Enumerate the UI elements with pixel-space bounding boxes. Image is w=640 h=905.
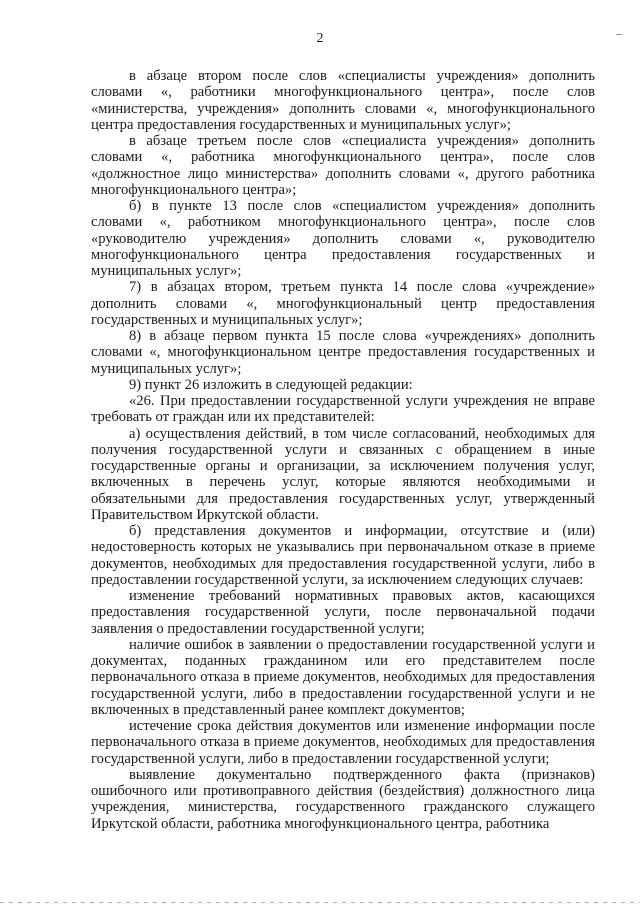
paragraph: а) осуществления действий, в том числе согласований, необходимых для получения государственной услуги и связанных с обращением в иные государственные органы и организации, за исключением получения услуг, включенных в перечень услуг, которые являются необходимыми и обязательными для предоставления государственных услуг, утвержденный Правительством Иркутской области. [91, 425, 595, 523]
scan-mark [616, 34, 622, 35]
paragraph: б) представления документов и информации, отсутствие и (или) недостоверность которых не указывались при первоначальном отказе в приеме документов, необходимых для предоставления государственной услуги, либо в предоставлении государственной услуги, за исключением следующих случаев: [91, 523, 595, 588]
paragraph: в абзаце третьем после слов «специалиста учреждения» дополнить словами «, работника многофункционального центра», после слов «должностное лицо министерства» дополнить словами «, другого работника многофункционального центра»; [91, 133, 595, 198]
paragraph: «26. При предоставлении государственной услуги учреждения не вправе требовать от граждан или их представителей: [91, 393, 595, 426]
paragraph: изменение требований нормативных правовых актов, касающихся предоставления государственной услуги, после первоначальной подачи заявления о предоставлении государственной услуги; [91, 588, 595, 637]
paragraph: истечение срока действия документов или изменение информации после первоначального отказа в приеме документов, необходимых для предоставления государственной услуги, либо в предоставлении государственной услуги; [91, 718, 595, 767]
paragraph: б) в пункте 13 после слов «специалистом учреждения» дополнить словами «, работником многофункционального центра», после слов «руководителю учреждения» дополнить словами «, руководителю многофункционального центра предоставления государственных и муниципальных услуг»; [91, 198, 595, 279]
paragraph: 9) пункт 26 изложить в следующей редакции: [129, 376, 413, 393]
paragraph: 7) в абзацах втором, третьем пункта 14 после слова «учреждение» дополнить словами «, многофункциональный центр предоставления государственных и муниципальных услуг»; [91, 279, 595, 328]
paragraph: выявление документально подтвержденного факта (признаков) ошибочного или противоправного действия (бездействия) должностного лица учреждения, министерства, государственного гражданского служащего Иркутской области, работника многофункционального центра, работника [91, 766, 595, 832]
paragraph: наличие ошибок в заявлении о предоставлении государственной услуги и документах, поданных гражданином или его представителем после первоначального отказа в приеме документов, необходимых для предоставления государственной услуги, либо в предоставлении государственной услуги и не включенных в представленный ранее комплект документов; [91, 636, 595, 718]
page-number: 2 [316, 31, 324, 46]
paragraph: в абзаце втором после слов «специалисты учреждения» дополнить словами «, работники многофункционального центра», после слов «министерства, учреждения» дополнить словами «, многофункционального центра предоставления государственных и муниципальных услуг»; [91, 68, 595, 133]
document-body [91, 68, 595, 832]
scan-edge-line [0, 902, 640, 903]
paragraph: 8) в абзаце первом пункта 15 после слова «учреждениях» дополнить словами «, многофункциональном центре предоставления государственных и муниципальных услуг»; [91, 328, 595, 377]
